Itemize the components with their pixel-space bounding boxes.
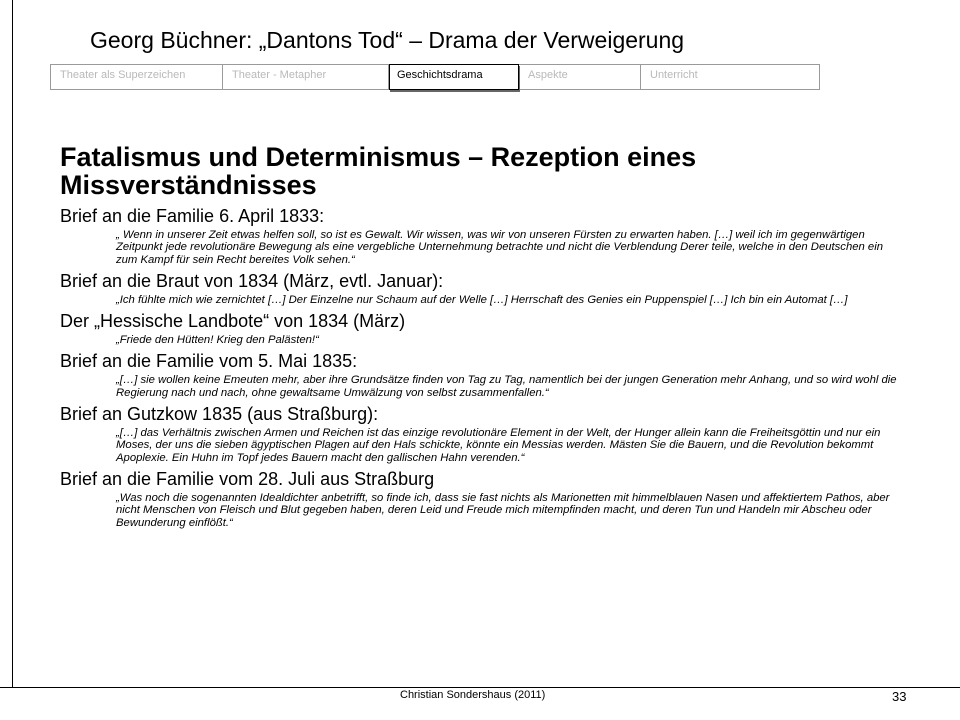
tab-geschichtsdrama[interactable]: Geschichtsdrama [389, 64, 519, 90]
entry-quote: „[…] sie wollen keine Emeuten mehr, aber ihre Grundsätze finden von Tag zu Tag, namentlich bei der jungen Generation mehr Anhang, und so wird wohl die Regierung nach und nach, ohne gewaltsame Umwälzung von selbst zusammenfallen.“ [116, 374, 897, 399]
page-number: 33 [892, 689, 907, 704]
entry-hessischer-landbote [60, 311, 905, 346]
slide-content [60, 143, 905, 534]
entry-title: Brief an Gutzkow 1835 (aus Straßburg): [60, 404, 379, 425]
entry-title: Der „Hessische Landbote“ von 1834 (März) [60, 311, 406, 332]
entry-letter-gutzkow-1835 [60, 404, 905, 464]
bottom-border-line [12, 687, 960, 688]
entry-letter-family-1833 [60, 206, 905, 266]
left-border-line [12, 0, 13, 688]
tab-theater-als-superzeichen[interactable]: Theater als Superzeichen [50, 64, 223, 90]
entry-quote: „Ich fühlte mich wie zernichtet […] Der Einzelne nur Schaum auf der Welle […] Herrschaft des Genies ein Puppenspiel […] Ich bin ein Automat […] [116, 293, 848, 306]
section-heading: Fatalismus und Determinismus – Rezeption eines Missverständnisses [60, 142, 697, 200]
entry-quote: „ Wenn in unserer Zeit etwas helfen soll, so ist es Gewalt. Wir wissen, was wir von unseren Fürsten zu erwarten haben. […] weil ich im gegenwärtigen Zeitpunkt jede revolutionäre Bewegung als eine vergebliche Unternehmung betrachte und nicht die Verblendung Derer teile, welche in den Deutschen ein zum Kampf für sein Recht bereites Volk sehen.“ [116, 229, 884, 266]
footer-author: Christian Sondershaus (2011) [400, 689, 546, 701]
entry-letter-family-1835 [60, 351, 905, 399]
tab-unterricht[interactable]: Unterricht [641, 64, 820, 90]
entry-letter-bride-1834 [60, 271, 905, 306]
entry-title: Brief an die Familie vom 5. Mai 1835: [60, 351, 358, 372]
entry-quote: „Friede den Hütten! Krieg den Palästen!“ [116, 334, 319, 347]
tab-theater-metapher[interactable]: Theater - Metapher [223, 64, 389, 90]
entry-title: Brief an die Familie 6. April 1833: [60, 206, 325, 226]
entry-letter-family-july [60, 469, 905, 529]
tab-bar [50, 64, 820, 90]
entry-quote: „Was noch die sogenannten Idealdichter anbetrifft, so finde ich, dass sie fast nichts als Marionetten mit himmelblauen Nasen und affektiertem Pathos, aber nicht Menschen von Fleisch und Blut gegeben haben, deren Leid und Freude mich mitempfinden macht, und deren Tun und Handeln mir Abscheu oder Bewunderung einflößt.“ [116, 491, 890, 529]
entry-title: Brief an die Familie vom 28. Juli aus Straßburg [60, 468, 435, 489]
border-tick [0, 687, 12, 688]
entry-title: Brief an die Braut von 1834 (März, evtl. Januar): [60, 270, 444, 291]
tab-aspekte[interactable]: Aspekte [519, 64, 641, 90]
slide-title: Georg Büchner: „Dantons Tod“ – Drama der Verweigerung [90, 27, 685, 53]
entry-quote: „[…] das Verhältnis zwischen Armen und Reichen ist das einzige revolutionäre Element in der Welt, der Hunger allein kann die Freiheitsgöttin und nur ein Moses, der uns die sieben ägyptischen Plagen auf den Hals schickte, könnte ein Messias werden. Mästen Sie die Bauern, und die Revolution bekommt Apoplexie. Ein Huhn im Topf jedes Bauern macht den gallischen Hahn verenden.“ [116, 427, 881, 464]
